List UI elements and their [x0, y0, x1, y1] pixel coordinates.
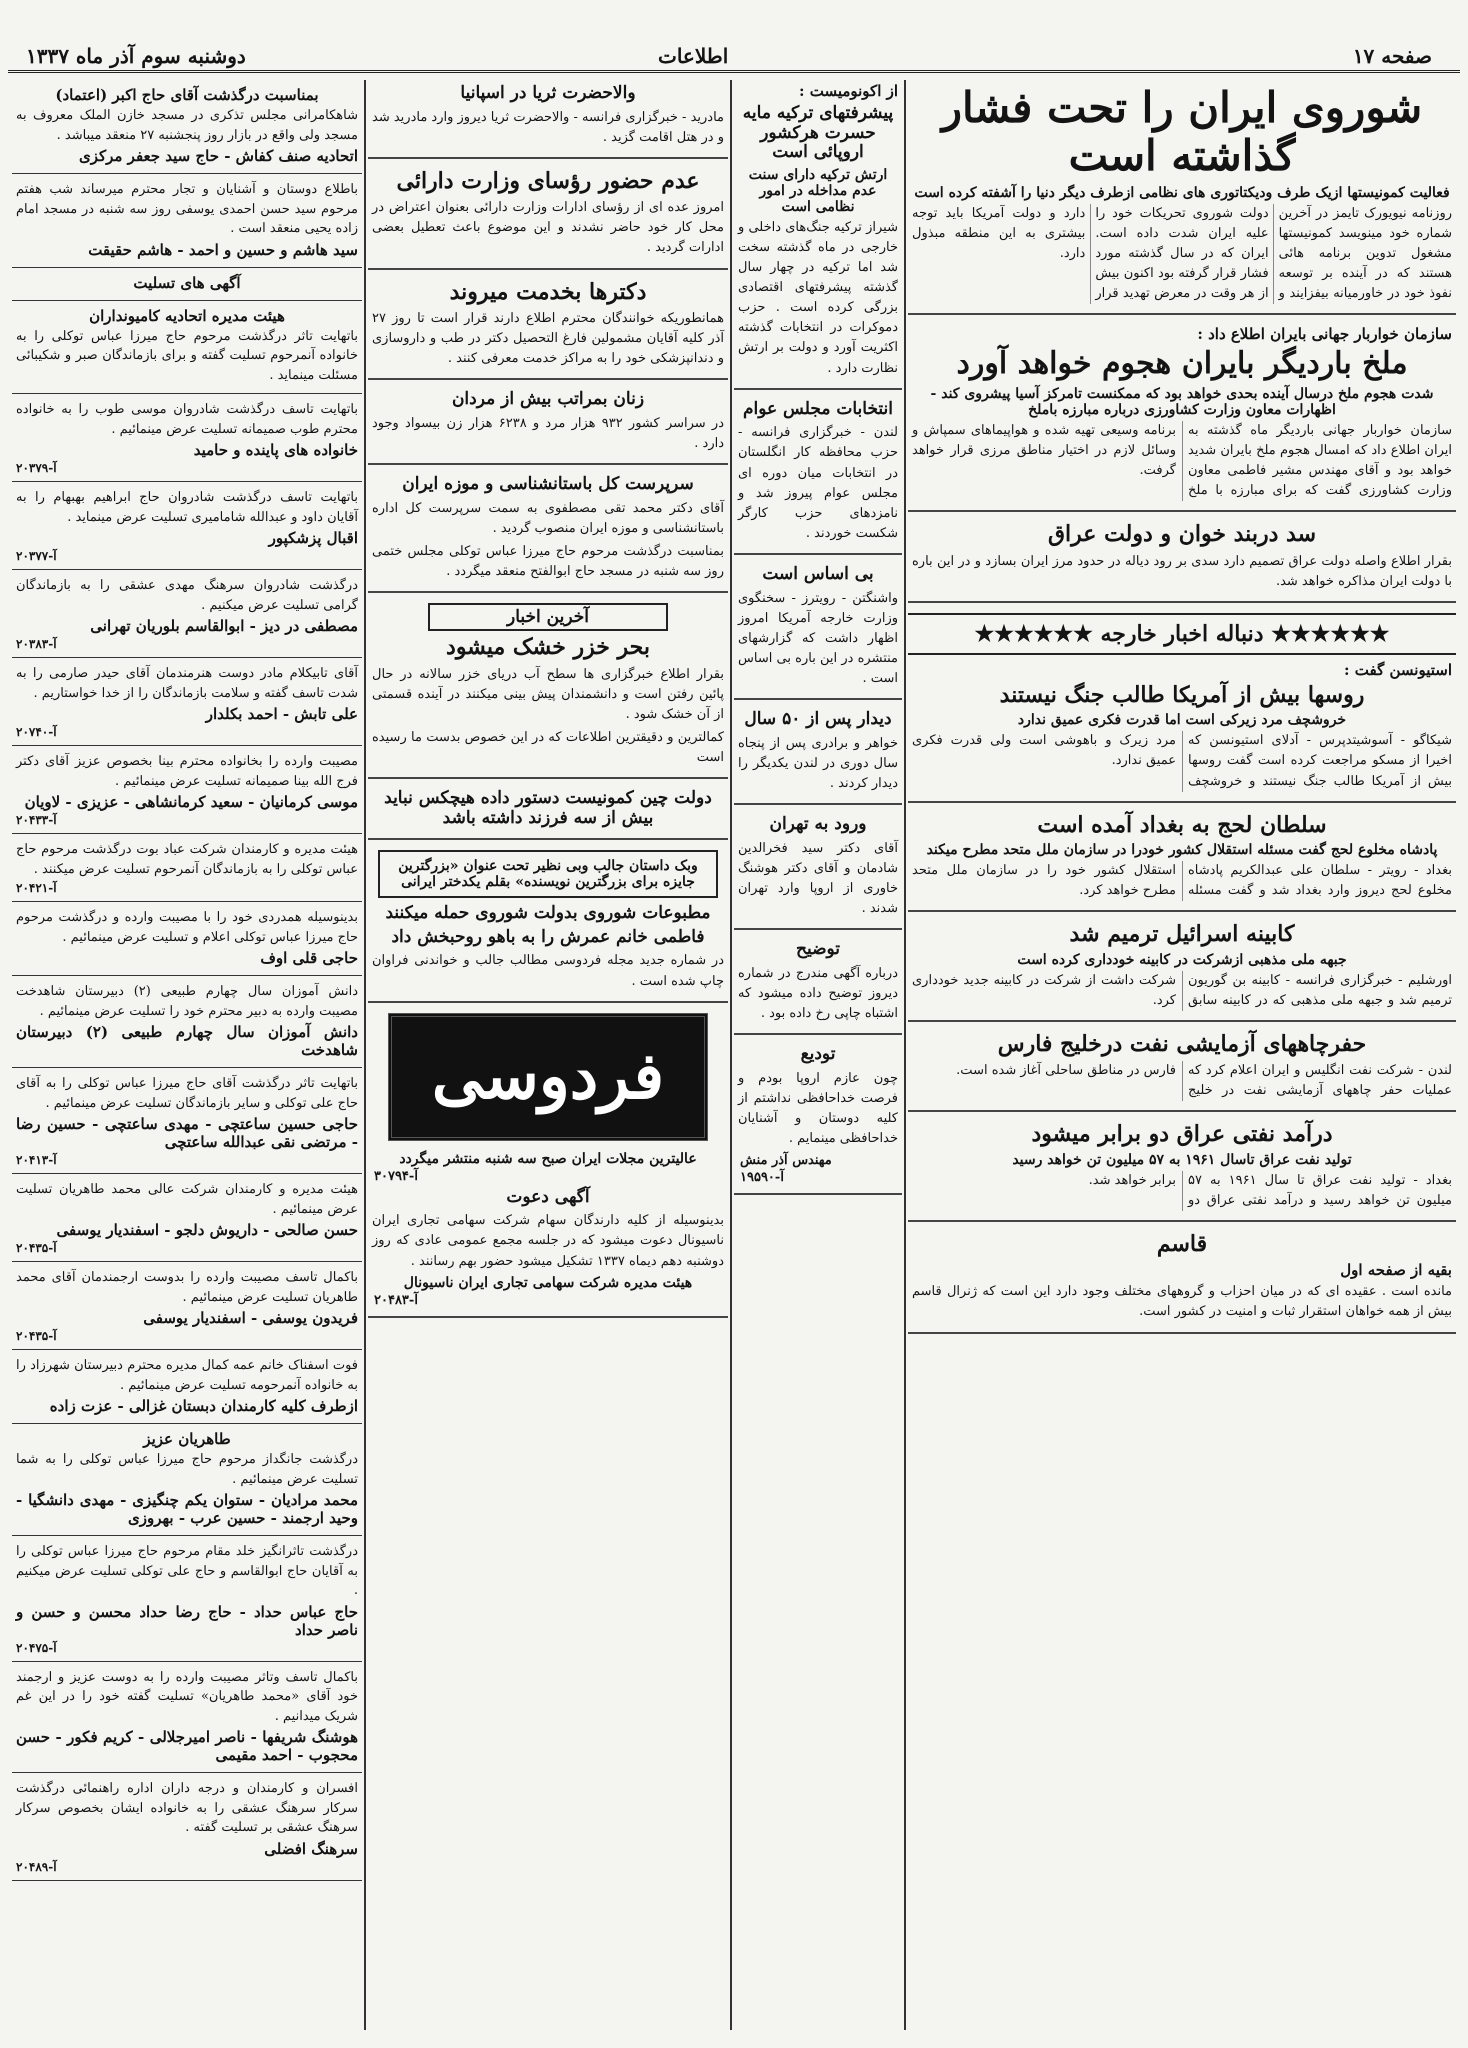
notice-title: طاهریان عزیز	[143, 1430, 231, 1448]
notice-title: هیئت مدیره اتحادیه کامیونداران	[89, 306, 285, 325]
invitation-title: آگهی دعوت	[506, 1186, 590, 1207]
notice-code: آ-۲۰۴۳۳	[16, 813, 57, 827]
press-article	[368, 904, 728, 1002]
ministers-body: امروز عده ای از رؤسای ادارات وزارت دارائی بعنوان اعتراض در محل کار خود حاضر نشدند و این موضوع باعث تعطیل بعضی ادارات گردید .	[372, 200, 724, 256]
notice-title: آگهی های تسلیت	[133, 273, 241, 292]
invitation-notice	[368, 1188, 728, 1318]
notice-code: آ-۲۰۴۸۹	[16, 1859, 57, 1874]
notice-body: درگذشت تاثرانگیز خلد مقام مرحوم حاج میرزا عباس توکلی را به آقایان حاج ابوالقاسم و حاج علی توکلی تسلیت عرض میکنیم .	[16, 1544, 358, 1598]
doctors-headline: دکترها بخدمت میروند	[449, 278, 647, 305]
notice-item	[12, 1068, 362, 1174]
khazar-body: بقرار اطلاع خبرگزاری ها سطح آب دریای خزر سالانه در حال پائین رفتن است و دانشمندان پیش بینی میکنند در آینده قسمتی از آن خشک شود .	[372, 666, 724, 722]
notice-body: هیئت مدیره و کارمندان شرکت عباد بوت درگذشت مرحوم حاج عباس توکلی را به بازماندگان آنمرحوم تسلیت عرض میکنند .	[16, 842, 358, 877]
column-rule	[364, 80, 366, 2030]
census-headline: زنان بمراتب بیش از مردان	[451, 389, 645, 410]
khazar-headline: بحر خزر خشک میشود	[446, 634, 650, 661]
story-promo-text: وبک داستان جالب وبی نظیر تحت عنوان «بزرگترین جایزه برای بزرگترین نویسنده» بقلم یکدختر ایرانی	[398, 858, 698, 891]
fatima-headline: فاطمی خانم عمرش را به باهو روحبخش داد	[391, 926, 705, 947]
notice-item	[12, 902, 362, 976]
notice-body: افسران و کارمندان و درجه داران اداره راهنمائی درگذشت سرکار سرهنگ عشقی را به خانواده ایشان بخصوص سرکار سرهنگ عشقی بر تسلیت گفته .	[16, 1781, 358, 1835]
persian-gulf-article	[908, 1032, 1456, 1113]
khazar-signoff: کمالترین و دقیقترین اطلاعات که در این خصوص بدست ما رسیده است	[372, 729, 724, 766]
notice-item	[12, 1773, 362, 1881]
notice-signature: خانواده های پاینده و حامید	[193, 441, 358, 459]
lead-body: روزنامه نیویورک تایمز در آخرین شماره خود مینویسد کمونیستها مشغول تدوین برنامه هائی هستند که در آینده بر توسعه نفوذ خود در خاورمیانه بیفزایند و دولت شوروی تحریکات خود را علیه ایران شدت داده است. ایران که در سال گذشته مورد فشار قرار گرفته بود اکنون بیش از هر وقت در معرض تهدید قرار دارد و دولت آمریکا باید توجه بیشتری به این منطقه مبذول دارد.	[912, 205, 1452, 302]
issue-date: دوشنبه سوم آذر ماه ۱۳۳۷	[26, 44, 246, 68]
israel-body: اورشلیم - خبرگزاری فرانسه - کابینه بن گوریون ترمیم شد و جبهه ملی مذهبی که در کابینه سابق شرکت داشت از شرکت در کابینه جدید خودداری کرد.	[912, 972, 1452, 1008]
lead-deck: فعالیت کمونیستها ازیک طرف ودیکتاتوری های نظامی ازطرف دیگر دنیا را آشفته کرده است	[914, 184, 1450, 201]
notice-signature: موسی کرمانیان - سعید کرمانشاهی - عزیزی - لاویان	[24, 793, 358, 811]
notice-body: باکمال تاسف مصیبت وارده را بدوست ارجمندمان آقای محمد طاهریان تسلیت عرض مینمائیم .	[16, 1270, 358, 1305]
meeting-body: خواهر و برادری پس از پنجاه سال دوری در لندن یکدیگر را دیدار کردند .	[738, 735, 898, 792]
notice-signature: حاجی قلی اوف	[260, 949, 358, 967]
notice-signature: مصطفی در دیز - ابوالقاسم بلوریان تهرانی	[90, 617, 358, 635]
paper-name: اطلاعات	[658, 44, 729, 68]
census-article	[368, 390, 728, 465]
notice-item	[12, 658, 362, 746]
notice-code: آ-۲۰۳۷۷	[16, 549, 57, 563]
notice-item	[12, 976, 362, 1068]
spain-article	[368, 84, 728, 159]
notice-signature: علی تابش - احمد بکلدار	[205, 705, 358, 723]
notice-item	[12, 394, 362, 482]
notice-item	[12, 1536, 362, 1662]
spain-title: والاحضرت ثریا در اسپانیا	[460, 83, 636, 103]
notice-code: آ-۲۰۴۲۱	[16, 881, 57, 895]
farewell-code: آ-۱۹۵۹۰	[740, 1169, 784, 1185]
sultan-article	[908, 813, 1456, 913]
notice-code: آ-۲۰۴۳۵	[16, 1329, 57, 1343]
notice-signature: سرهنگ افضلی	[264, 1839, 358, 1858]
stevenson-headline: روسها بیش از آمریکا طالب جنگ نیستند	[999, 681, 1365, 708]
ministers-headline: عدم حضور رؤسای وزارت دارائی	[396, 167, 700, 194]
column-notices	[12, 80, 362, 2030]
notice-body: باتهایت تاسف درگذشت شادروان موسی طوب را به خانواده محترم طوب صمیمانه تسلیت عرض مینمائیم .	[16, 402, 358, 437]
qasem-headline: قاسم	[1156, 1230, 1208, 1257]
column-rule	[904, 80, 906, 2030]
turkey-headline: پیشرفتهای ترکیه مایه حسرت هرکشور اروپائی است	[742, 103, 894, 163]
lead-headline: شوروی ایران را تحت فشار گذاشته است	[941, 83, 1423, 181]
sultan-body: بغداد - رویتر - سلطان علی عبدالکریم پادشاه مخلوع لحج دیروز وارد بغداد شد و گفت مسئله استقلال کشور خود را در سازمان ملل متحد مطرح خواهد کرد.	[912, 862, 1452, 899]
farewell-sign: مهندس آذر منش	[740, 1152, 832, 1168]
qasem-article	[908, 1232, 1456, 1334]
press-headline: مطبوعات شوروی بدولت شوروی حمله میکنند	[385, 903, 711, 924]
persian-gulf-headline: حفرچاههای آزمایشی نفت درخلیج فارس	[997, 1030, 1367, 1057]
correction-title: توضیح	[795, 939, 841, 960]
notice-signature: اتحادیه صنف کفاش - حاج سید جعفر مرکزی	[78, 147, 358, 165]
khazar-article	[368, 635, 728, 779]
column-economist	[734, 80, 902, 2030]
notice-item	[12, 1262, 362, 1350]
notice-code: آ-۲۰۴۷۵	[16, 1640, 57, 1655]
doctors-body: همانطوریکه خوانندگان محترم اطلاع دارند قرار است تا روز ۲۷ آذر کلیه آقایان مشمولین فارغ التحصیل دکتر در طب و داروسازی و دندانپزشکی خود را به مراکز خدمت معرفی کنند .	[372, 310, 724, 367]
notice-item	[12, 301, 362, 395]
invitation-body: بدینوسیله از کلیه دارندگان سهام شرکت سهامی تجاری ایران ناسیونال دعوت میشود که در جلسه مجمع عمومی عادی که روز دوشنبه دهم دیماه ۱۳۳۷ تشکیل میشود حضور بهم رسانند .	[372, 1213, 724, 1269]
notice-code: آ-۲۰۷۴۰	[16, 725, 57, 739]
notice-body: بدینوسیله همدردی خود را با مصیبت وارده و درگذشت مرحوم حاج میرزا عباس توکلی اعلام و تسلیت عرض مینمائیم .	[16, 910, 358, 945]
iraq-dam-body: بقرار اطلاع واصله دولت عراق تصمیم دارد سدی بر رود دیاله در حدود مرز ایران بسازد و در این باره با دولت ایران مذاکره خواهد شد.	[912, 553, 1452, 589]
locust-article	[908, 325, 1456, 512]
sultan-deck: پادشاه مخلوع لحج گفت مسئله استقلال کشور خودرا در سازمان ملل متحد مطرح میکند	[926, 841, 1438, 858]
notice-signature: حسن صالحی - داریوش دلجو - اسفندیار یوسفی	[56, 1221, 358, 1239]
iraq-oil-article	[908, 1122, 1456, 1222]
baseless-body: واشنگتن - رویترز - سخنگوی وزارت خارجه آمریکا امروز اظهار داشت که گزارشهای منتشره در این باره بی اساس است .	[738, 590, 898, 687]
stevenson-article	[908, 661, 1456, 803]
notice-signature: ازطرف کلیه کارمندان دبستان غزالی - عزت زاده	[49, 1397, 358, 1415]
census-body: در سراسر کشور ۹۳۲ هزار مرد و ۶۲۳۸ هزار زن بیسواد وجود دارد .	[372, 415, 724, 451]
column-rule	[730, 80, 732, 2030]
locust-kicker: سازمان خواربار جهانی بایران اطلاع داد :	[1197, 325, 1452, 344]
notice-item	[12, 834, 362, 902]
masthead	[8, 0, 1460, 73]
notice-title: بمناسبت درگذشت آقای حاج اکبر (اعتماد)	[55, 86, 319, 104]
archaeology-headline: سرپرست کل باستانشناسی و موزه ایران	[402, 474, 694, 495]
archaeology-body: آقای دکتر محمد تقی مصطفوی به سمت سرپرست کل اداره باستانشناسی و موزه ایران منصوب گردید .	[372, 500, 724, 536]
baseless-article	[734, 565, 902, 700]
notice-body: فوت اسفناک خانم عمه کمال مدیره محترم دبیرستان شهرزاد را به خانواده آنمرحومه تسلیت عرض مینمائیم .	[16, 1358, 358, 1393]
notice-code: آ-۲۰۳۷۹	[16, 461, 57, 475]
foreign-news-banner: ★★★★★★ دنباله اخبار خارجه ★★★★★★	[908, 613, 1456, 655]
arrivals-article	[734, 815, 902, 930]
notice-item	[12, 174, 362, 268]
archaeology-article	[368, 475, 728, 593]
iraq-oil-headline: درآمد نفتی عراق دو برابر میشود	[1031, 1121, 1333, 1148]
arrivals-body: آقای دکتر سید فخرالدین شادمان و آقای دکتر هوشنگ خاوری از اروپا وارد تهران شدند .	[738, 840, 898, 917]
newspaper-page	[8, 0, 1460, 2048]
latest-news-title: آخرین اخبار	[428, 603, 668, 631]
notice-signature: حاجی حسین ساعتچی - مهدی ساعتچی - حسین رضا - مرتضی نقی عبدالله ساعتچی	[16, 1115, 358, 1151]
fatima-body: در شماره جدید مجله فردوسی مطالب جالب و خواندنی فراوان چاپ شده است .	[372, 953, 724, 989]
qasem-note: بقیه از صفحه اول	[1340, 1261, 1452, 1280]
notice-body: هیئت مدیره و کارمندان شرکت عالی محمد طاهریان تسلیت عرض مینمائیم .	[16, 1182, 358, 1217]
invitation-code: آ-۲۰۴۸۳	[374, 1292, 418, 1308]
notice-item	[12, 482, 362, 570]
notice-signature: فریدون یوسفی - اسفندیار یوسفی	[143, 1309, 358, 1327]
correction-article	[734, 940, 902, 1035]
elections-article	[734, 400, 902, 555]
notice-body: باکمال تاسف وتاثر مصیبت وارده را به دوست عزیز و ارجمند خود آقای «محمد طاهریان» تسلیت گفته خود را در این غم شریک میدانیم .	[16, 1669, 358, 1724]
notice-signature: حاج عباس حداد - حاج رضا حداد محسن و حسن و ناصر حداد	[16, 1602, 358, 1639]
notice-body: شاهکامرانی مجلس تذکری در مسجد خازن الملک معروف به مسجد ولی واقع در بازار روز پنجشنبه ۲۷ منعقد میباشد .	[16, 108, 358, 143]
turkey-body: شیراز ترکیه جنگ‌های داخلی و خارجی در ماه گذشته سخت شد اما ترکیه در چهار سال گذشته پیشرفتهای اقتصادی بزرگی کرده است . حزب دموکرات در انتخابات گذشته اکثریت آورد و دولت بر ارتش نظارت دارد .	[738, 219, 898, 376]
notice-body: آقای تابیکلام مادر دوست هنرمندمان آقای حیدر صارمی را به شدت تاسف گفته و سلامت بازماندگان را از خدا خواستاریم .	[16, 666, 358, 701]
turkey-deck: ارتش ترکیه دارای سنت عدم مداخله در امور نظامی است	[748, 166, 888, 215]
arrivals-title: ورود به تهران	[769, 814, 867, 835]
notice-item	[12, 1350, 362, 1424]
farewell-notice	[734, 1045, 902, 1194]
farewell-body: چون عازم اروپا بودم و فرصت خداحافظی نداشتم از کلیه دوستان و آشنایان خداحافظی مینمایم .	[738, 1071, 898, 1147]
locust-body: سازمان خواربار جهانی باردیگر ماه گذشته به ایران اطلاع داد که امسال هجوم ملخ بایران شدید خواهد بود و آقای مهندس مشیر فاطمی معاون وزارت کشاورزی گفت که برای مبارزه با ملخ برنامه وسیعی تهیه شده و هواپیماهای سمپاش و وسائل لازم در اختیار مناطق مرزی قرار خواهد گرفت.	[912, 422, 1452, 499]
qasem-body: مانده است . عقیده ای که در میان احزاب و گروههای مختلف وجود دارد این است که ژنرال قاسم بیش از همه خواهان استقرار ثبات و امنیت در کشور است.	[912, 1284, 1452, 1320]
notice-body: باتهایت تاسف درگذشت شادروان حاج ابراهیم بهبهام را به آقایان داود و عبدالله شامامیری تسلیت عرض مینماید .	[16, 490, 358, 525]
notice-body: درگذشت جانگداز مرحوم حاج میرزا عباس توکلی را به شما تسلیت عرض مینمائیم .	[16, 1452, 358, 1487]
notice-signature: اقبال پزشکپور	[268, 529, 358, 547]
ministers-article	[368, 169, 728, 270]
turkey-kicker: از اکونومیست :	[798, 82, 898, 100]
notice-signature: سید هاشم و حسین و احمد - هاشم حقیقت	[88, 240, 358, 259]
notice-body: باتهایت تاثر درگذشت مرحوم حاج میرزا عباس توکلی را به خانواده آنمرحوم تسلیت گفته و برای بازماندگان صبر و شکیبائی مسئلت مینماید .	[16, 328, 358, 383]
farewell-title: تودیع	[800, 1044, 836, 1065]
notice-body: باطلاع دوستان و آشنایان و تجار محترم میرساند شب هفتم مرحوم سید حسن احمدی یوسفی روز سه شنبه در مسجد امام زاده یحیی منعقد است .	[16, 182, 358, 236]
china-article	[368, 789, 728, 840]
notice-item	[12, 746, 362, 834]
notice-signature: محمد مرادیان - ستوان یکم چنگیزی - مهدی دانشگیا - وحید ارجمند - حسین عرب - بهروزی	[16, 1491, 358, 1527]
page-number: صفحه ۱۷	[1352, 44, 1432, 68]
correction-body: درباره آگهی مندرج در شماره دیروز توضیح داده میشود که اشتباه چاپی رخ داده بود .	[738, 966, 898, 1022]
notice-item	[12, 1424, 362, 1536]
notice-item	[12, 570, 362, 658]
locust-headline: ملخ باردیگر بایران هجوم خواهد آورد	[956, 346, 1408, 382]
iraq-dam-headline: سد دربند خوان و دولت عراق	[1047, 521, 1317, 548]
stevenson-body: شیکاگو - آسوشیتدپرس - آدلای استیونسن که اخیرا از مسکو مراجعت کرده است گفت روسها بیش از آمریکا طالب جنگ نیستند و خروشچف مرد زیرک و باهوشی است ولی قدرت فکری عمیق ندارد.	[912, 733, 1452, 789]
notice-body: درگذشت شادروان سرهنگ مهدی عشقی را به بازماندگان گرامی تسلیت عرض میکنیم .	[16, 578, 358, 613]
israel-headline: کابینه اسرائیل ترمیم شد	[1069, 921, 1295, 948]
notice-signature: هوشنگ شریفها - ناصر امیرجلالی - کریم فکور - حسن محجوب - احمد مقیمی	[16, 1728, 358, 1764]
meeting-article	[734, 710, 902, 805]
doctors-article	[368, 280, 728, 381]
iraq-dam-article	[908, 522, 1456, 603]
invitation-sign: هیئت مدیره شرکت سهامی تجاری ایران ناسیونال	[403, 1274, 693, 1291]
stevenson-kicker: استیونسن گفت :	[1344, 660, 1452, 679]
ferdowsi-publisher-line: عالیترین مجلات ایران صبح سه شنبه منتشر میگردد	[399, 1150, 697, 1167]
notice-item	[12, 80, 362, 174]
mosque-notice: بمناسبت درگذشت مرحوم حاج میرزا عباس توکلی مجلس ختمی روز سه شنبه در مسجد حاج ابوالفتح منعقد میگردد .	[372, 543, 724, 580]
lead-article	[908, 84, 1456, 315]
china-headline: دولت چین کمونیست دستور داده هیچکس نباید بیش از سه فرزند داشته باشد	[384, 788, 712, 828]
baseless-headline: بی اساس است	[762, 564, 874, 585]
notice-list	[12, 80, 362, 1881]
elections-body: لندن - خبرگزاری فرانسه - حزب محافظه کار انگلستان در انتخابات میان دوره ای مجلس عوام پیروز شد و نامزدهای حزب کارگر شکست خوردند .	[738, 425, 898, 542]
notice-body: باتهایت تاثر درگذشت آقای حاج میرزا عباس توکلی را به آقای حاج علی توکلی و سایر بازماندگان تسلیت عرض مینمائیم .	[16, 1076, 358, 1111]
sultan-headline: سلطان لحج به بغداد آمده است	[1037, 811, 1327, 838]
column-foreign-news	[908, 80, 1456, 2030]
column-domestic-news	[368, 80, 728, 2030]
notice-body: دانش آموزان سال چهارم طبیعی (۲) دبیرستان شاهدخت مصیبت وارده به دبیر محترم خود را تسلیت عرض مینمائیم .	[16, 984, 358, 1019]
israel-article	[908, 922, 1456, 1022]
spain-body: مادرید - خبرگزاری فرانسه - والاحضرت ثریا دیروز وارد مادرید شد و در هتل اقامت گزید .	[372, 109, 724, 145]
notice-code: آ-۲۰۴۱۳	[16, 1153, 57, 1167]
notice-signature: دانش آموزان سال چهارم طبیعی (۲) دبیرستان شاهدخت	[16, 1023, 358, 1059]
meeting-headline: دیدار پس از ۵۰ سال	[744, 709, 892, 730]
elections-headline: انتخابات مجلس عوام	[742, 398, 894, 419]
notice-item	[12, 1174, 362, 1262]
israel-deck: جبهه ملی مذهبی ازشرکت در کابینه خودداری کرده است	[1017, 951, 1347, 968]
notice-code: آ-۲۰۴۳۵	[16, 1241, 57, 1255]
stevenson-deck: خروشچف مرد زیرکی است اما قدرت فکری عمیق ندارد	[1017, 712, 1347, 729]
persian-gulf-body: لندن - شرکت نفت انگلیس و ایران اعلام کرد که عملیات حفر چاههای آزمایشی نفت در خلیج فارس در مناطق ساحلی آغاز شده است.	[956, 1063, 1452, 1099]
notice-item	[12, 268, 362, 301]
ferdowsi-ad-code: آ-۳۰۷۹۴	[374, 1168, 418, 1184]
story-promo-box	[378, 850, 718, 898]
ferdowsi-logo: فردوسی	[388, 1013, 708, 1141]
notice-code: آ-۲۰۳۸۳	[16, 637, 57, 651]
turkey-article	[734, 82, 902, 390]
iraq-oil-body: بغداد - تولید نفت عراق تا سال ۱۹۶۱ به ۵۷ میلیون تن خواهد رسید و درآمد نفتی عراق دو برابر خواهد شد.	[1088, 1172, 1452, 1208]
iraq-oil-deck: تولید نفت عراق تاسال ۱۹۶۱ به ۵۷ میلیون تن خواهد رسید	[1012, 1151, 1352, 1168]
notice-item	[12, 1662, 362, 1774]
notice-body: مصیبت وارده را بخانواده محترم بینا بخصوص عزیز آقای دکتر فرج الله بینا صمیمانه تسلیت عرض مینمائیم .	[16, 754, 358, 789]
locust-deck: شدت هجوم ملخ درسال آینده بحدی خواهد بود که ممکنست تامرکز آسیا پیشروی کند - اظهارات معاون وزارت کشاورزی درباره مبارزه باملخ	[930, 385, 1434, 418]
